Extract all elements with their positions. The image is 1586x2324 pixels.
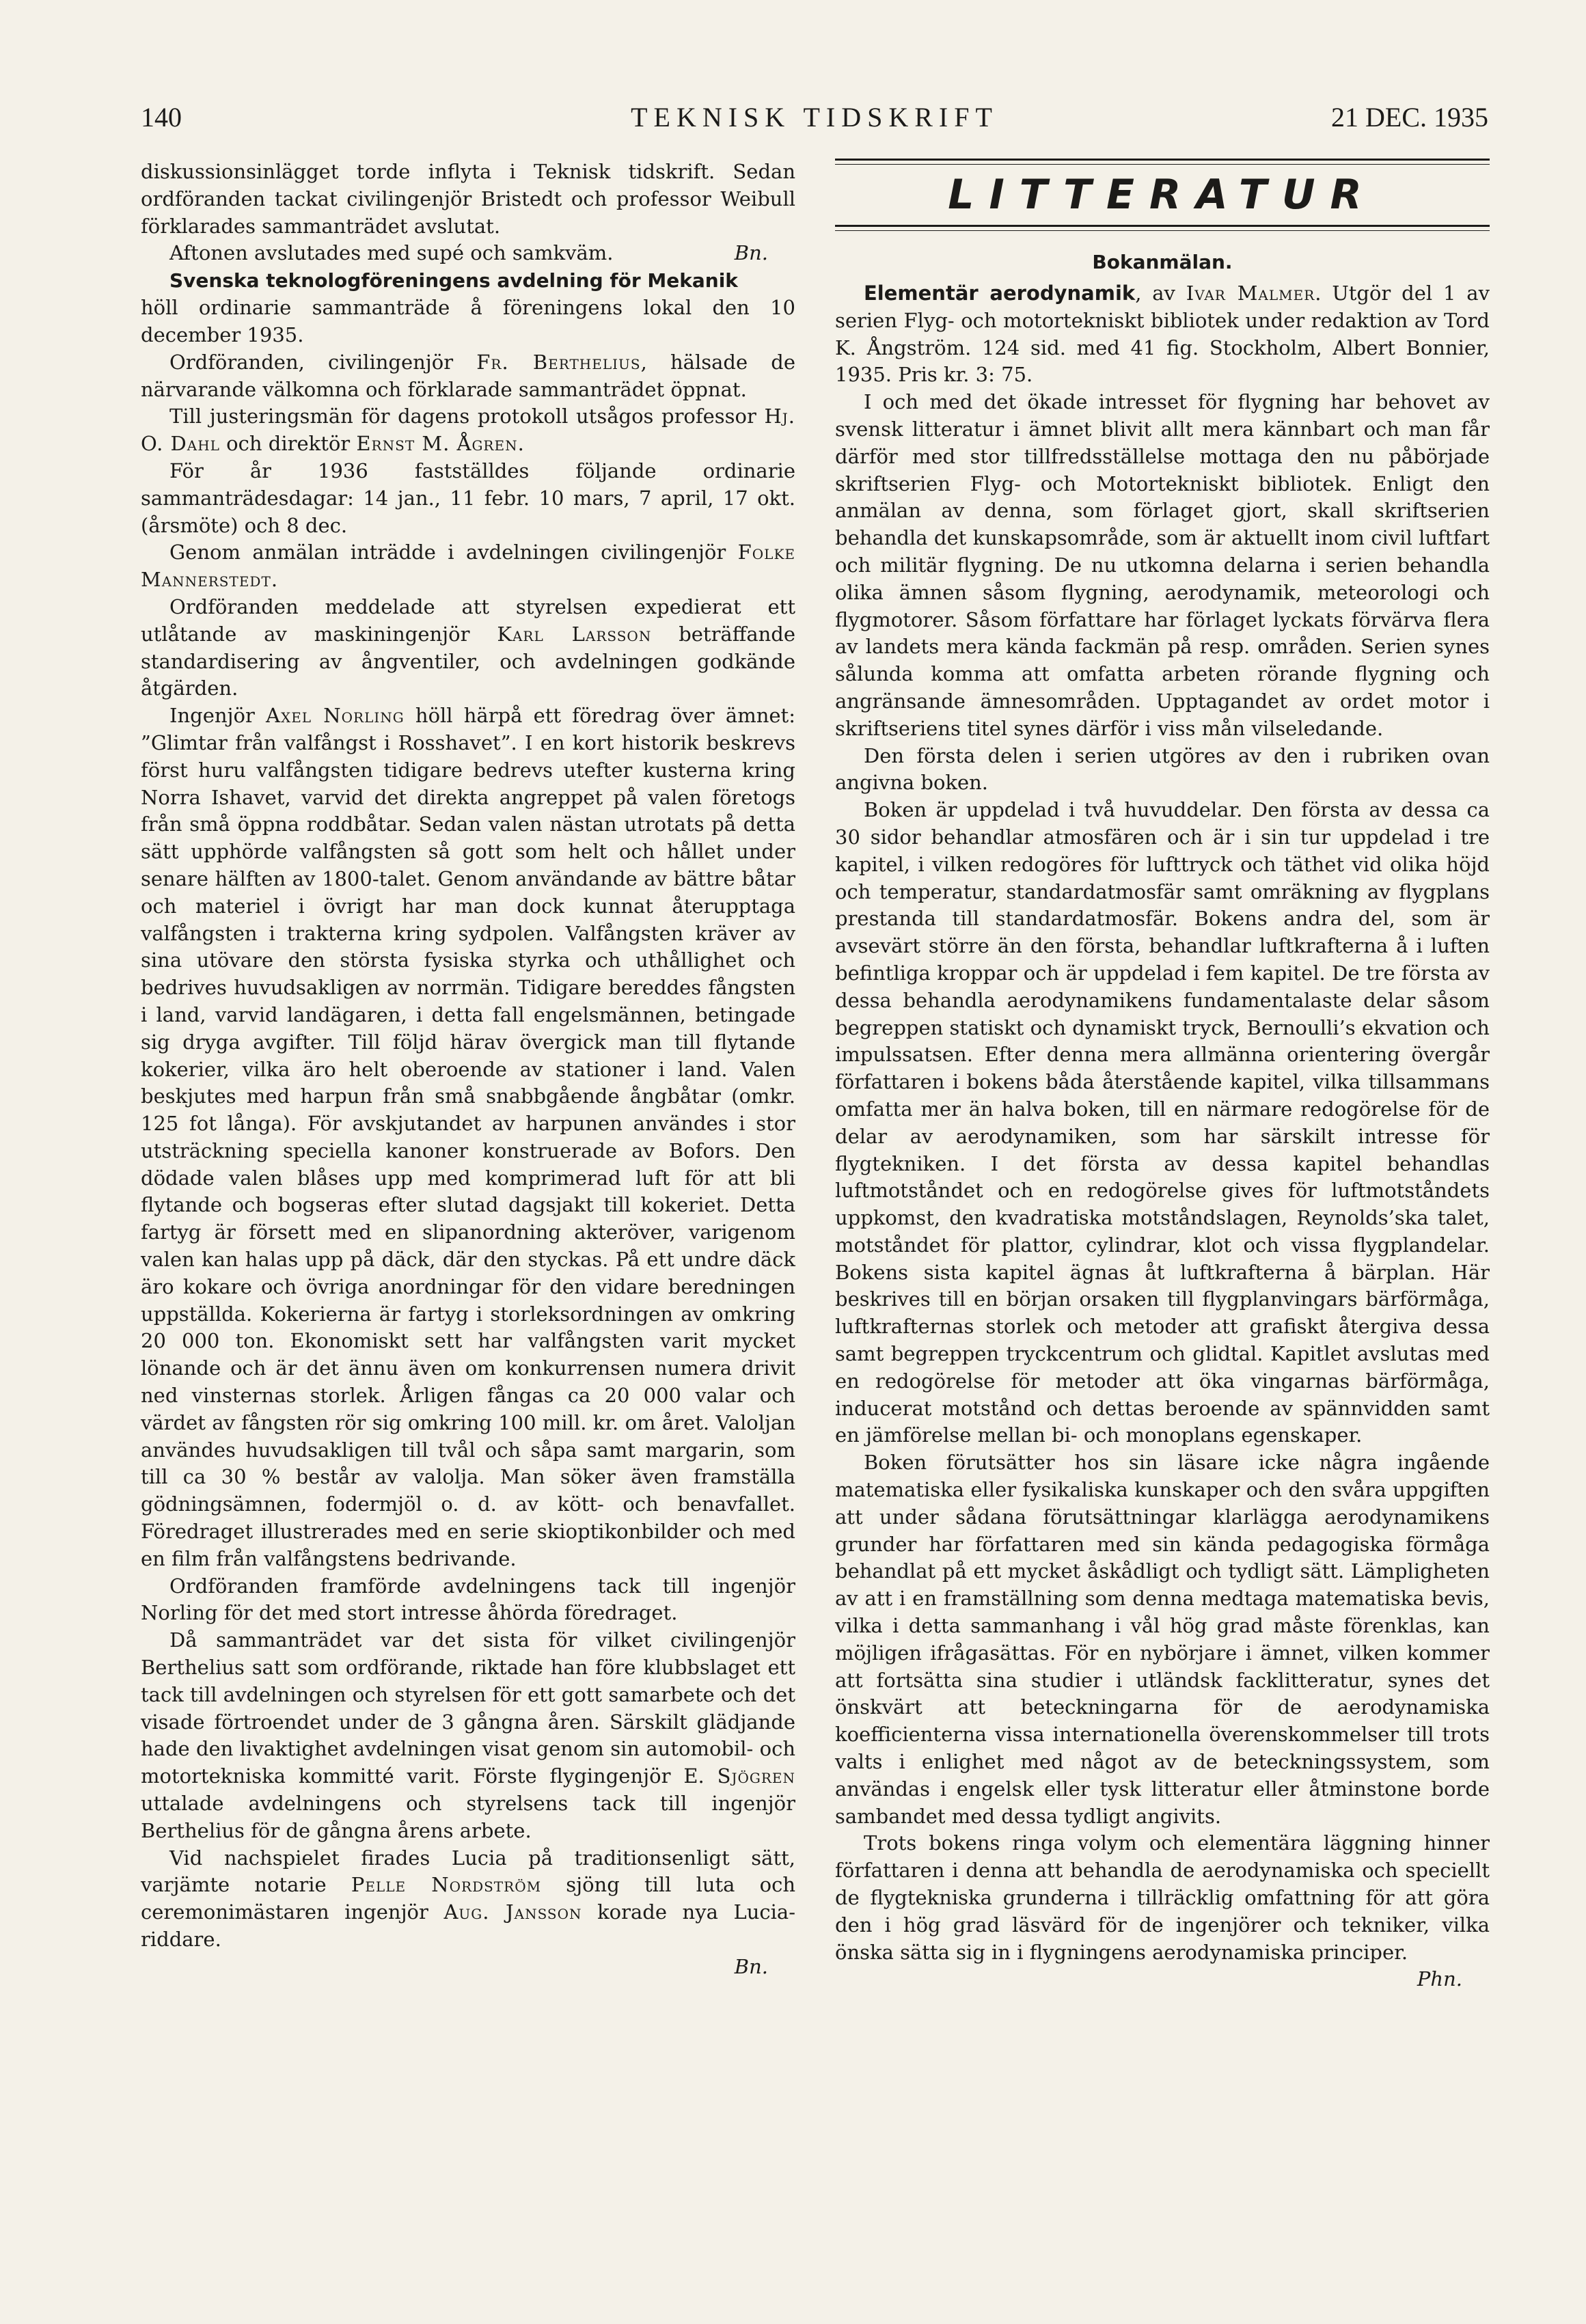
text: Trots bokens ringa volym och elementära läggning hinner författaren i denna att behandla de aerodynamiska och speciellt de flygtekniska grunderna i tillräcklig omfattning för att göra den i hög grad läsvärd för de ingenjörer och tekniker, vilka önska sätta sig in i flygningens aerodynamiska principer. — [835, 1831, 1490, 1964]
paragraph: I och med det ökade intresset för flygning har behovet av svensk litteratur i ämnet blivit allt mera kännbart och man får därför med stor tillfredsställelse mottaga den nu påbörjade skriftserien Flyg- och Motortekniskt bibliotek. Enligt den anmälan av denna, som förlaget gjort, skall skriftserien behandla det kunskapsområde, som är aktuellt inom civil luftfart och militär flygning. De nu utkomna delarna i serien behandla olika ämnen såsom flygning, aerodynamik, meteorologi och flygmotorer. Såsom författare har förlaget lyckats förvärva flera av landets mera kända fackmän på resp. områden. Serien synes sålunda komma att omfatta arbeten rörande flygning och angränsande ämnesområden. Upptagandet av ordet motor i skriftseriens titel synes därför i viss mån vilseledande. — [835, 390, 1490, 740]
banner-rule — [835, 159, 1490, 161]
journal-title: TEKNISK TIDSKRIFT — [631, 102, 998, 133]
paragraph: Boken är uppdelad i två huvuddelar. Den första av dessa ca 30 sidor behandlar atmosfären och är i sin tur uppdelad i tre kapitel, i vilken redogöres för lufttryck och täthet vid olika höjd och temperatur, standardatmosfär samt omräkning av flygplans prestanda till standardatmosfär. Bokens andra del, som är avsevärt större än den första, behandlar luftkrafterna å i luften befintliga kroppar och är uppdelad i fem kapitel. De tre första av dessa behandla aerodynamikens fundamentalaste delar såsom begreppen statiskt och dynamiskt tryck, Bernoulli’s ekvation och impulssatsen. Efter denna mera allmänna orientering övergår författaren i bokens båda återstående kapitel, vilka tillsammans omfatta mer än halva boken, till en närmare redogörelse för de delar av aerodynamiken, som har särskilt intresse för flygtekniken. I det första av dessa kapitel behandlas luftmotståndet och en redogörelse gives för luftmotståndets uppkomst, den kvadratiska motståndslagen, Reynolds’ska talet, motståndet för plattor, cylindrar, klot och vissa flygplandelar. Bokens sista kapitel ägnas åt luftkrafterna å bärplan. Här beskrives till en början orsaken till flygplanvingars bärförmåga, luftkrafternas storlek och metoder att grafiskt återgiva dessa samt begreppen tryckcentrum och glidtal. Kapitlet avslutas med en redogörelse för metoder att öka vingarnas bärförmåga, inducerat motstånd och dettas beroende av spännvidden samt en jämförelse mellan bi- och monoplans egenskaper. — [835, 798, 1490, 1447]
page-number: 140 — [141, 102, 182, 133]
paragraph — [141, 1627, 795, 1844]
book-entry — [835, 280, 1490, 389]
text: och direktör — [219, 432, 357, 456]
subheading: Bokanmälan. — [1092, 251, 1233, 273]
paragraph: Boken förutsätter hos sin läsare icke några ingående matematiska eller fysikaliska kunskaper och den svåra uppgiften att under sådana förutsättningar klarlägga aerodynamikens grunder har författaren med sin kända pedagogiska förmåga behandlat på ett mycket åskådligt och tydligt sätt. Lämpligheten av att i en framställning som denna medtaga matematiska bevis, vilka i detta sammanhang i vål hög grad måste förenklas, kan möjligen ifrågasättas. För en nybörjare i ämnet, vilken kommer att fortsätta sina studier i utländsk facklitteratur, synes det önskvärt att beteckningarna för de aerodynamiska koefficienterna vissa internationella överenskommelser till trots valts i enlighet med något av de beteckningssystem, som användas i engelsk eller tysk litteratur eller åtminstone borde sambandet med dessa tydligt angivits. — [835, 1451, 1490, 1828]
paragraph: För år 1936 fastställdes följande ordinarie sammanträdesdagar: 14 jan., 11 febr. 10 mars, 7 april, 17 okt. (årsmöte) och 8 dec. — [141, 459, 795, 537]
paragraph: Den första delen i serien utgöres av den i rubriken ovan angivna boken. — [835, 743, 1490, 795]
section-heading: Svenska teknologföreningens avdelning för Mekanik — [169, 269, 738, 292]
paragraph — [141, 240, 795, 267]
text: beträffande standardisering av ångventiler, och avdelningen godkände åtgärden. — [141, 622, 796, 700]
person-name: Aug. Jansson — [443, 1900, 582, 1924]
text: Ordföranden, civilingenjör — [169, 350, 477, 374]
banner-rule — [835, 225, 1490, 227]
running-head — [141, 101, 1488, 142]
person-name: Karl Larsson — [497, 622, 652, 646]
paragraph — [141, 1845, 795, 1954]
paragraph — [141, 539, 795, 594]
text: Ordföranden meddelade att styrelsen expedierat ett utlåtande av maskiningenjör — [141, 594, 795, 646]
text: . Utgör del 1 av serien Flyg- och motortekniskt bibliotek under redaktion av Tord K. Ångström. 124 sid. med 41 fig. Stockholm, Albert Bonnier, 1935. Pris kr. 3: 75. — [835, 282, 1490, 387]
text: Till justeringsmän för dagens protokoll utsågos professor — [169, 405, 765, 428]
text: korade nya Lucia-riddare. — [141, 1900, 796, 1951]
signature: Bn. — [734, 241, 768, 265]
banner-title: LITTERATUR — [948, 171, 1377, 219]
paragraph — [141, 349, 795, 404]
signature: Bn. — [734, 1954, 768, 1978]
section-banner — [835, 159, 1490, 231]
text: Då sammanträdet var det sista för vilket civilingenjör Berthelius satt som ordförande, riktade han före klubbslaget ett tack till avdelningen och styrelsen för ett gott samarbete och det visade förtroendet under de 3 gångna åren. Särskilt glädjande hade den livaktighet avdelningen visat genom sin automobil- och motortekniska kommitté varit. Förste flygingenjör E. — [141, 1628, 795, 1788]
banner-rule — [835, 164, 1490, 165]
banner-rule — [835, 230, 1490, 231]
signature: Phn. — [1417, 1967, 1462, 1991]
person-name: Pelle Nordström — [351, 1873, 542, 1897]
person-name: Axel Norling — [266, 704, 405, 728]
person-name: Sjögren — [717, 1764, 795, 1788]
paragraph — [835, 1830, 1490, 1991]
paragraph: Ordföranden framförde avdelningens tack till ingenjör Norling för det med stort intresse åhörda föredraget. — [141, 1574, 795, 1625]
text: Genom anmälan inträdde i avdelningen civilingenjör — [169, 541, 738, 564]
text: , av — [1135, 282, 1186, 305]
text: Ingenjör — [169, 704, 266, 728]
person-name: Fr. Berthelius — [476, 350, 641, 374]
issue-date: 21 DEC. 1935 — [1331, 102, 1488, 133]
person-name: Hj. O. Dahl — [141, 405, 795, 456]
text: sjöng till luta och ceremonimästaren ingenjör — [141, 1873, 795, 1924]
author-name: Ivar Malmer — [1186, 282, 1315, 305]
right-column — [835, 159, 1490, 1993]
text: . — [517, 432, 524, 456]
text: . — [271, 568, 278, 592]
person-name: Ernst M. Ågren — [356, 432, 518, 456]
text: , hälsade de närvarande välkomna och förklarade sammanträdet öppnat. — [141, 350, 795, 401]
paragraph-text: Aftonen avslutades med supé och samkväm. — [169, 241, 614, 265]
paragraph — [141, 702, 795, 1573]
text: Vid nachspielet firades Lucia på traditionsenligt sätt, varjämte notarie — [141, 1846, 795, 1897]
text: uttalade avdelningens och styrelsens tack till ingenjör Berthelius för de gångna årens arbete. — [141, 1792, 795, 1842]
text: höll härpå ett föredrag över ämnet: ”Glimtar från valfångst i Rosshavet”. I en kort historik beskrevs först huru valfångsten tidigare bedrevs utefter kusterna kring Norra Ishavet, varvid det direkta angreppet på valen företogs från små öppna roddbåtar. Sedan valen nästan utrotats på detta sätt upphörde valfångsten så gott som helt och hållet under senare hälften av 1800-talet. Genom användande av bättre båtar och materiel i övrigt har man dock kunnat återupptaga valfångsten i trakterna kring sydpolen. Valfångsten kräver av sina utövare den största fysiska styrka och uthållighet och bedrives huvudsakligen av norrmän. Tidigare bereddes fångsten i land, varvid landägaren, i detta fall engelsmännen, betingade sig dryga avgifter. Till följd härav övergick man till flytande kokerier, vilka äro helt oberoende av stationer i land. Valen beskjutes med harpun från små snabbgående ångbåtar (omkr. 125 fot långa). För avskjutandet av harpunen användes i stor utsträckning speciella kanoner konstruerade av Bofors. Den dödade valen blåses upp med komprimerad luft för att bli flytande och bogseras efter slutad dagsjakt till kokeriet. Detta fartyg är försett med en slipanordning akteröver, varigenom valen kan halas upp på däck, där den styckas. På ett undre däck äro kokare och övriga anordningar för den vidare beredningen uppställda. Kokerierna är fartyg i storleksordningen av omkring 20 000 ton. Ekonomiskt sett har valfångsten varit mycket lönande och är det ännu även om konkurrensen numera drivit ned vinsternas storlek. Årligen fångas ca 20 000 valar och värdet av fångsten rör sig omkring 100 mill. kr. om året. Valoljan användes huvudsakligen till tvål och såpa samt margarin, som till ca 30 % består av valolja. Man söker även framställa gödningsämnen, fodermjöl o. d. av kött- och benavfallet. Föredraget illustrerades med en serie skioptikonbilder och med en film från valfångstens bedrivande. — [141, 704, 795, 1570]
person-name: Folke Mannerstedt — [141, 541, 795, 592]
paragraph — [141, 594, 795, 702]
paragraph: diskussionsinlägget torde inflyta i Teknisk tidskrift. Sedan ordföranden tackat civilingenjör Bristedt och professor Weibull förklarades sammanträdet avslutat. — [141, 160, 795, 238]
left-column — [141, 159, 795, 1981]
paragraph — [141, 403, 795, 458]
paragraph: höll ordinarie sammanträde å föreningens lokal den 10 december 1935. — [141, 296, 795, 346]
book-title: Elementär aerodynamik — [864, 282, 1136, 305]
